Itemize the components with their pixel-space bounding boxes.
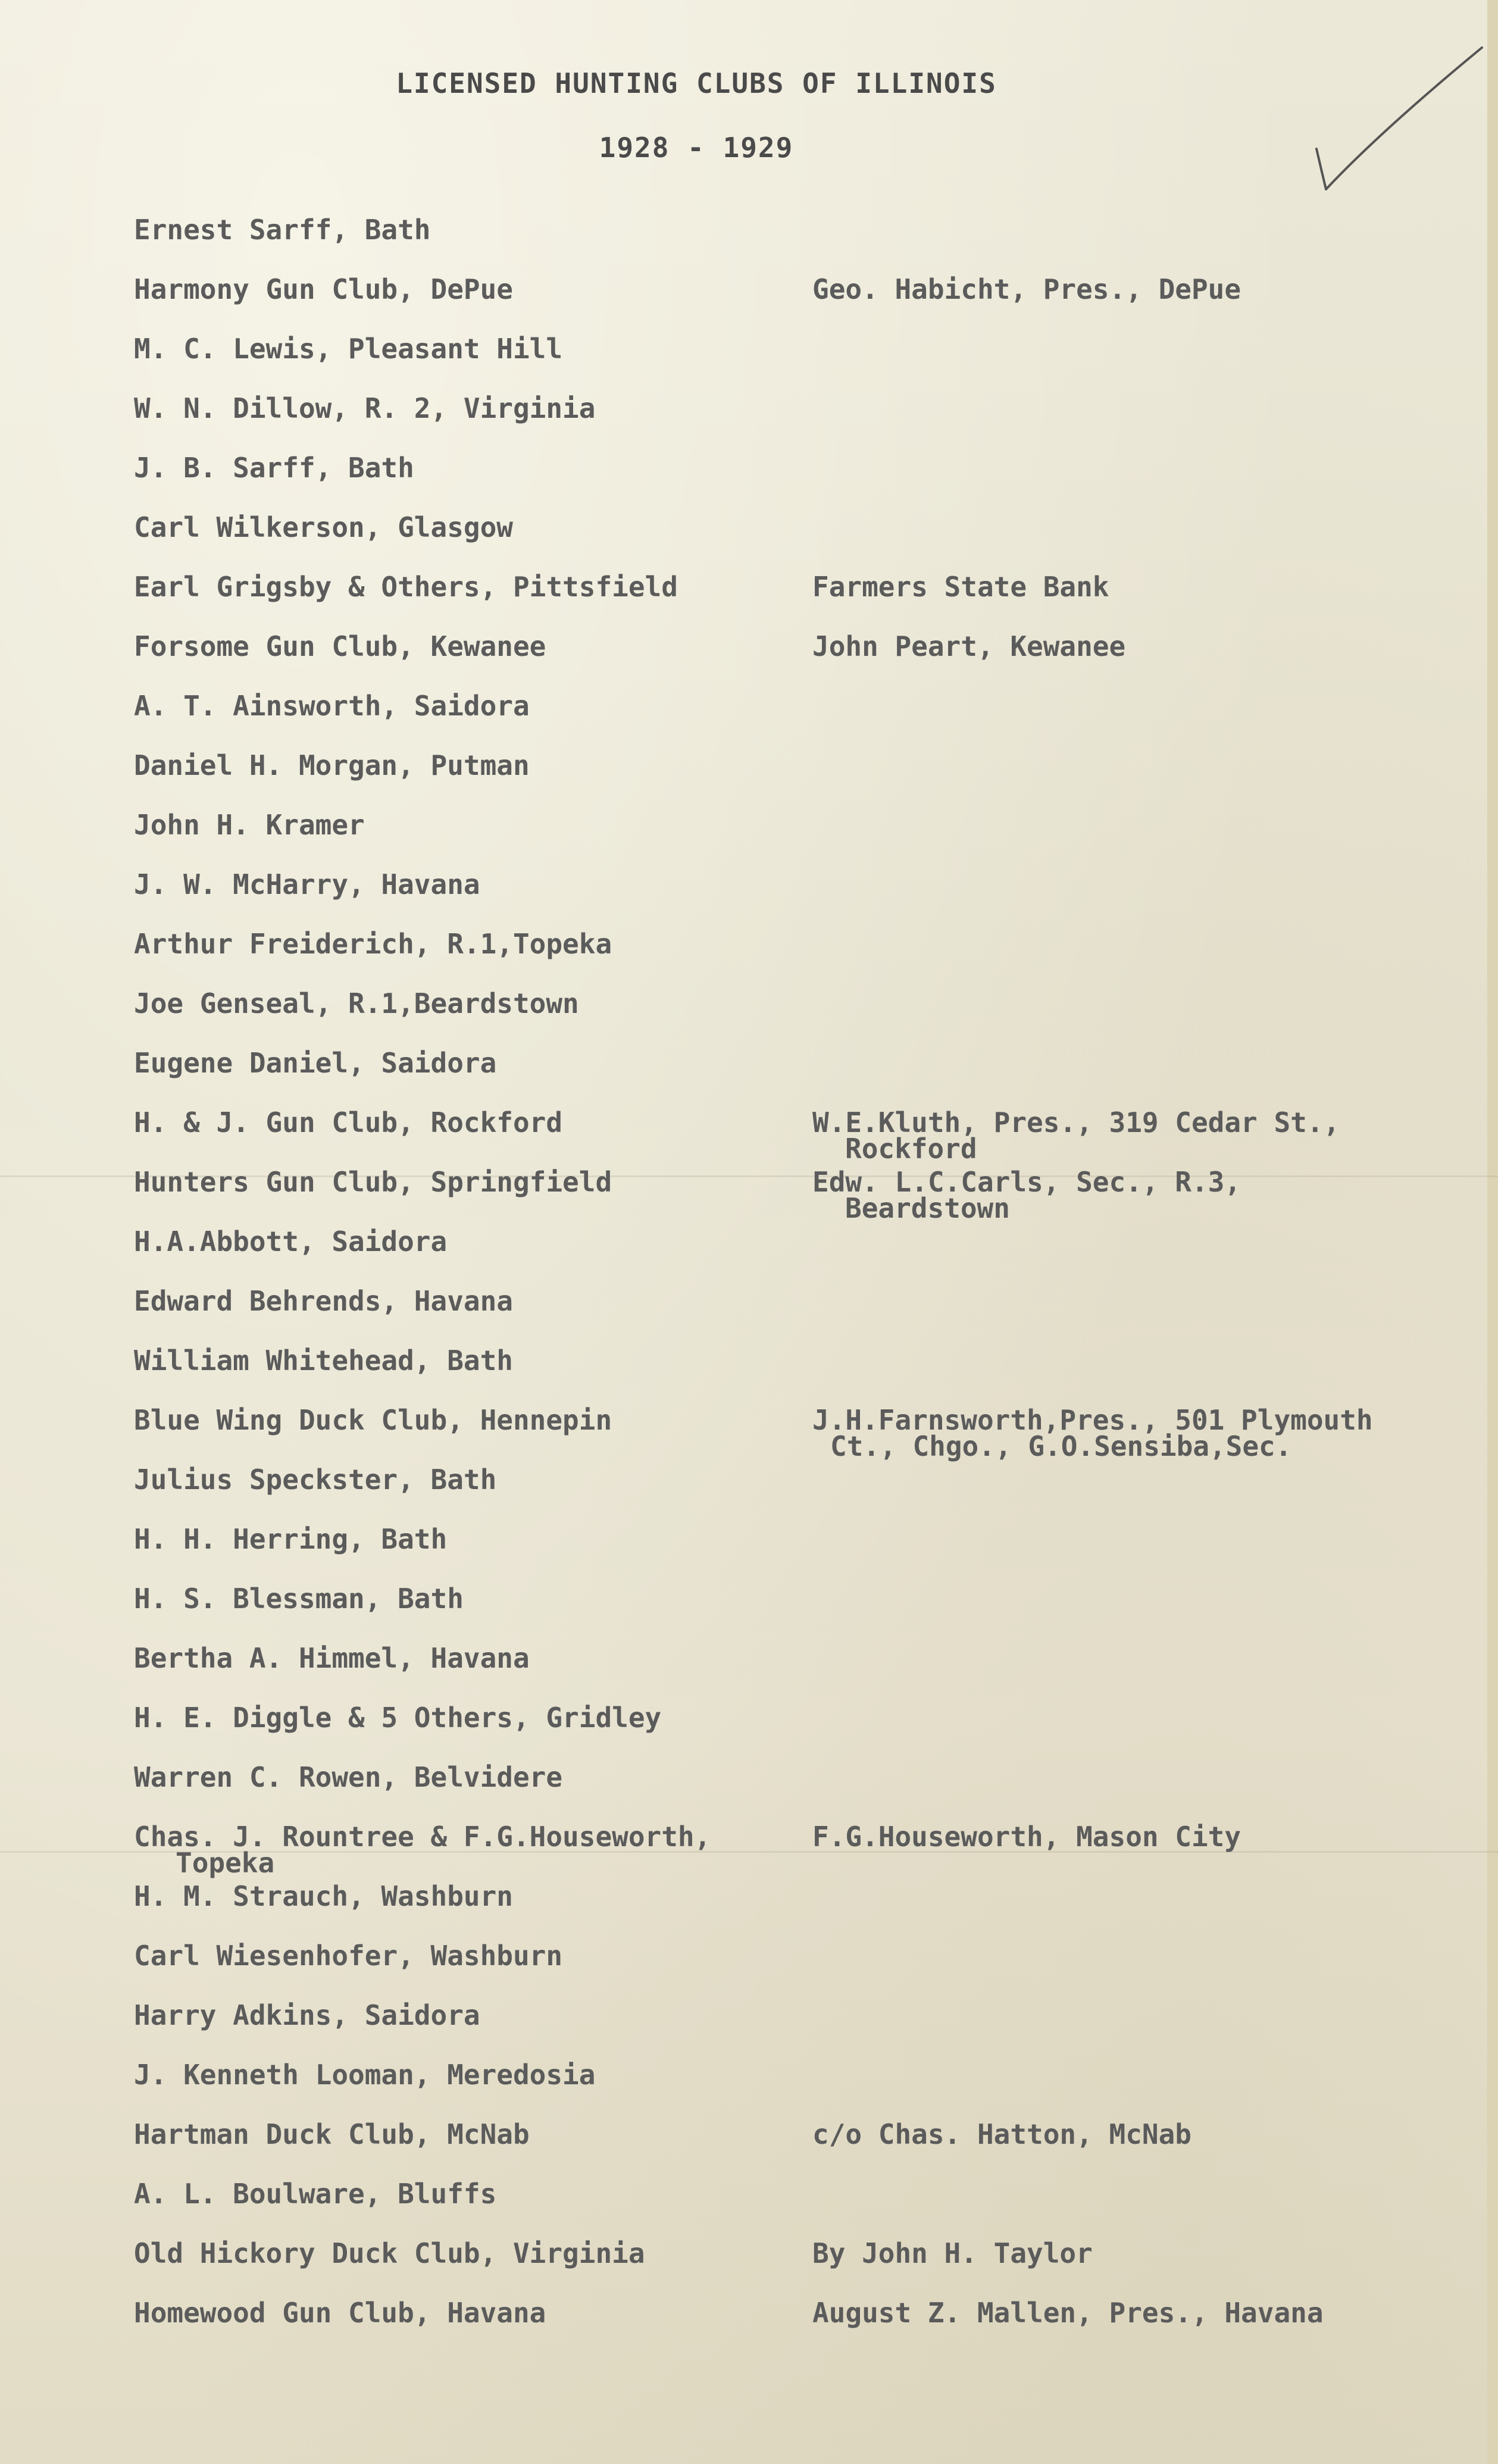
club-contact-continuation: Rockford (845, 1133, 977, 1165)
club-name-line: Edward Behrends, Havana (134, 1285, 513, 1317)
club-name (134, 1465, 777, 1494)
list-item (134, 1644, 1443, 1703)
club-name (134, 1703, 777, 1732)
list-item (134, 2001, 1443, 2060)
club-name (134, 751, 777, 780)
list-item (134, 1882, 1443, 1941)
checkmark-icon (1309, 42, 1488, 202)
club-name-line: J. W. McHarry, Havana (134, 868, 480, 900)
club-contact (812, 632, 1443, 661)
list-item (134, 930, 1443, 989)
club-name-line: H. & J. Gun Club, Rockford (134, 1106, 563, 1139)
club-name (134, 394, 777, 423)
club-contact (812, 1406, 1443, 1461)
club-name-line: J. B. Sarff, Bath (134, 452, 414, 484)
list-item (134, 573, 1443, 632)
club-name (134, 692, 777, 720)
document-header (357, 65, 1036, 165)
club-name (134, 454, 777, 482)
list-item (134, 2239, 1443, 2299)
club-name (134, 513, 777, 542)
club-name (134, 2239, 777, 2268)
club-name (134, 1406, 777, 1434)
club-contact (812, 2120, 1443, 2149)
club-name-line: Joe Genseal, R.1,Beardstown (134, 987, 579, 1020)
list-item (134, 1525, 1443, 1584)
club-name-line: Harmony Gun Club, DePue (134, 273, 513, 305)
club-name-line: Carl Wiesenhofer, Washburn (134, 1940, 563, 1972)
list-item (134, 275, 1443, 334)
club-name-line: A. L. Boulware, Bluffs (134, 2178, 497, 2210)
club-list (134, 215, 1443, 2358)
club-name (134, 2060, 777, 2089)
club-name (134, 2299, 777, 2327)
club-contact-line: Edw. L.C.Carls, Sec., R.3, (812, 1166, 1241, 1198)
club-name-line: William Whitehead, Bath (134, 1344, 513, 1377)
club-contact-line: F.G.Houseworth, Mason City (812, 1821, 1241, 1853)
list-item (134, 1406, 1443, 1465)
list-item (134, 870, 1443, 930)
list-item (134, 2299, 1443, 2358)
club-name (134, 1346, 777, 1375)
club-contact-line: August Z. Mallen, Pres., Havana (812, 2297, 1324, 2329)
club-name (134, 1525, 777, 1553)
club-name-line: H. M. Strauch, Washburn (134, 1880, 513, 1912)
club-name (134, 1882, 777, 1910)
club-name (134, 1763, 777, 1791)
club-contact (812, 275, 1443, 304)
club-name (134, 573, 777, 601)
list-item (134, 811, 1443, 870)
club-name (134, 870, 777, 899)
club-name (134, 334, 777, 363)
club-name-line: Warren C. Rowen, Belvidere (134, 1761, 563, 1793)
club-contact-line: John Peart, Kewanee (812, 630, 1126, 662)
club-contact-continuation: Beardstown (845, 1192, 1010, 1224)
club-name (134, 1822, 777, 1877)
list-item (134, 1049, 1443, 1108)
club-name (134, 215, 777, 244)
list-item (134, 1108, 1443, 1168)
club-name (134, 811, 777, 839)
list-item (134, 1763, 1443, 1822)
club-contact-continuation: Ct., Chgo., G.O.Sensiba,Sec. (830, 1430, 1292, 1462)
club-name (134, 275, 777, 304)
club-name (134, 1584, 777, 1613)
club-name (134, 1168, 777, 1196)
club-name-line: Homewood Gun Club, Havana (134, 2297, 546, 2329)
club-name-line: Blue Wing Duck Club, Hennepin (134, 1404, 612, 1436)
club-name-line: Ernest Sarff, Bath (134, 214, 431, 246)
list-item (134, 1822, 1443, 1882)
club-name (134, 1941, 777, 1970)
list-item (134, 334, 1443, 394)
club-contact-line: J.H.Farnsworth,Pres., 501 Plymouth (812, 1404, 1373, 1436)
club-name-line: Earl Grigsby & Others, Pittsfield (134, 571, 678, 603)
list-item (134, 989, 1443, 1049)
club-contact (812, 1822, 1443, 1851)
club-name-line: Bertha A. Himmel, Havana (134, 1642, 530, 1674)
list-item (134, 1941, 1443, 2001)
club-name-line: H.A.Abbott, Saidora (134, 1225, 448, 1258)
club-name-line: M. C. Lewis, Pleasant Hill (134, 333, 563, 365)
club-name (134, 1227, 777, 1256)
club-contact-line: Farmers State Bank (812, 571, 1109, 603)
club-name (134, 1049, 777, 1077)
club-name-line: H. E. Diggle & 5 Others, Gridley (134, 1702, 662, 1734)
club-name-line: Forsome Gun Club, Kewanee (134, 630, 546, 662)
club-name-line: Daniel H. Morgan, Putman (134, 749, 530, 781)
list-item (134, 1346, 1443, 1406)
list-item (134, 1287, 1443, 1346)
club-contact-line: Geo. Habicht, Pres., DePue (812, 273, 1241, 305)
club-name-continuation: Topeka (176, 1847, 275, 1879)
club-contact-line: W.E.Kluth, Pres., 319 Cedar St., (812, 1106, 1340, 1139)
club-contact (812, 2299, 1443, 2327)
list-item (134, 1465, 1443, 1525)
club-contact (812, 573, 1443, 601)
list-item (134, 1168, 1443, 1227)
document-title: LICENSED HUNTING CLUBS OF ILLINOIS (396, 67, 997, 99)
club-name-line: Old Hickory Duck Club, Virginia (134, 2237, 645, 2269)
club-contact (812, 1108, 1443, 1163)
list-item (134, 215, 1443, 275)
club-contact (812, 2239, 1443, 2268)
club-name-line: Arthur Freiderich, R.1,Topeka (134, 928, 612, 960)
list-item (134, 751, 1443, 811)
club-name (134, 2001, 777, 2030)
list-item (134, 1227, 1443, 1287)
club-name (134, 2120, 777, 2149)
club-name (134, 632, 777, 661)
club-name-line: Julius Speckster, Bath (134, 1464, 497, 1496)
club-name-line: Chas. J. Rountree & F.G.Houseworth, (134, 1821, 711, 1853)
club-name-line: Hartman Duck Club, McNab (134, 2118, 530, 2150)
club-name (134, 930, 777, 958)
document-years: 1928 - 1929 (599, 132, 794, 164)
club-name-line: Hunters Gun Club, Springfield (134, 1166, 612, 1198)
club-name (134, 989, 777, 1018)
list-item (134, 454, 1443, 513)
club-name-line: A. T. Ainsworth, Saidora (134, 690, 530, 722)
list-item (134, 2120, 1443, 2180)
club-contact (812, 1168, 1443, 1222)
club-name-line: Harry Adkins, Saidora (134, 1999, 480, 2031)
list-item (134, 2180, 1443, 2239)
club-name-line: J. Kenneth Looman, Meredosia (134, 2059, 596, 2091)
list-item (134, 692, 1443, 751)
club-contact-line: By John H. Taylor (812, 2237, 1093, 2269)
list-item (134, 1584, 1443, 1644)
club-name-line: John H. Kramer (134, 809, 365, 841)
list-item (134, 394, 1443, 454)
club-name-line: H. S. Blessman, Bath (134, 1583, 464, 1615)
list-item (134, 632, 1443, 692)
club-name (134, 1108, 777, 1137)
club-name (134, 1644, 777, 1672)
club-name (134, 1287, 777, 1315)
list-item (134, 2060, 1443, 2120)
list-item (134, 1703, 1443, 1763)
club-contact-line: c/o Chas. Hatton, McNab (812, 2118, 1191, 2150)
club-name-line: Carl Wilkerson, Glasgow (134, 511, 513, 543)
club-name-line: Eugene Daniel, Saidora (134, 1047, 497, 1079)
club-name (134, 2180, 777, 2208)
list-item (134, 513, 1443, 573)
club-name-line: W. N. Dillow, R. 2, Virginia (134, 392, 596, 424)
club-name-line: H. H. Herring, Bath (134, 1523, 448, 1555)
